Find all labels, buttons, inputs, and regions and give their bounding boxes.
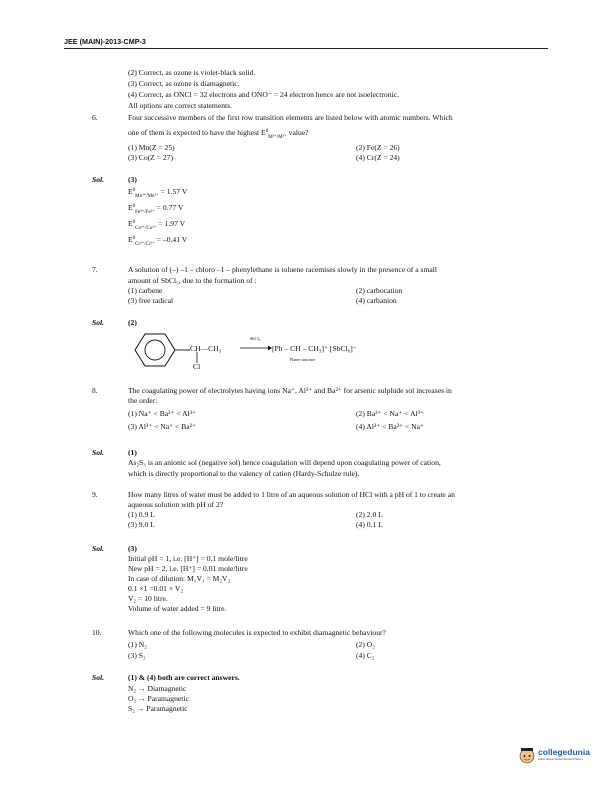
q9-step-5: V₂ = 10 litre. xyxy=(128,594,168,603)
q6-eval-4: $E^0_{Cr^{3+}/Cr^{2+}} = -0.41$ V xyxy=(128,235,188,247)
page-header: JEE (MAIN)-2013-CMP-3 xyxy=(64,37,146,46)
logo-tagline: India's largest Student Review Platform xyxy=(538,758,584,761)
q8-option-3: (3) Al³⁺ < Na⁺ < Ba²⁺ xyxy=(128,422,196,431)
q10-number: 10. xyxy=(92,628,102,637)
q7-option-4: (4) carbanion xyxy=(356,296,397,305)
q8-explanation-1: As₂S₃ is an anionic sol (negative sol) hence coagulation will depend upon coagulating power of cation, xyxy=(128,458,441,467)
mascot-icon xyxy=(518,746,536,764)
q7-product: [Ph – CH – CH₃]⁺ [SbCl₆]⁻ xyxy=(272,344,357,353)
q6-option-2: (2) Fe(Z = 26) xyxy=(356,143,400,152)
q9-option-1: (1) 0.9 L xyxy=(128,510,155,519)
logo-text: collegedunia xyxy=(538,747,590,757)
q7-option-2: (2) carbocation xyxy=(356,286,403,295)
q10-text-1: Which one of the following molecules is expected to exhibit diamagnetic behaviour? xyxy=(128,628,386,637)
prev-line-1: (2) Correct, as ozone is violet-black solid. xyxy=(128,68,256,77)
q10-answer: (1) & (4) both are correct answers. xyxy=(128,673,240,682)
q8-text-2: the order: xyxy=(128,396,158,405)
reaction-arrow-icon xyxy=(240,344,272,352)
q10-option-1: (1) N₂ xyxy=(128,640,147,649)
q7-option-1: (1) carbene xyxy=(128,286,163,295)
q9-number: 9. xyxy=(92,490,98,499)
q7-chain: CH—CH₃ xyxy=(190,344,222,353)
q7-number: 7. xyxy=(92,265,98,274)
q9-sol-label: Sol. xyxy=(92,544,105,553)
q8-sol-label: Sol. xyxy=(92,448,105,457)
q10-option-3: (3) S₂ xyxy=(128,651,146,660)
q6-text-2: one of them is expected to have the highest $E^0_{M^{3+}/M^{2+}}$ value? xyxy=(128,128,309,140)
q7-product-note: Planer structure xyxy=(290,357,316,362)
q9-text-2: aqueous solution with pH of 2? xyxy=(128,500,224,509)
q7-chloro: Cl xyxy=(193,362,201,371)
q6-option-4: (4) Cr(Z = 24) xyxy=(356,153,400,162)
q8-number: 8. xyxy=(92,386,98,395)
q7-answer: (2) xyxy=(128,318,137,327)
q6-eval-3: $E^0_{Co^{3+}/Co^{2+}} = 1.97$ V xyxy=(128,219,186,231)
q8-option-4: (4) Al³⁺ < Ba²⁺ < Na⁺ xyxy=(356,422,424,431)
q6-option-3: (3) Co(Z = 27) xyxy=(128,153,173,162)
q6-text-1: Four successive members of the first row transition elements are listed below with atomic numbers. Which xyxy=(128,113,453,122)
benzene-ring-icon xyxy=(132,328,192,378)
q10-sol-label: Sol. xyxy=(92,673,105,682)
q9-option-3: (3) 9.0 L xyxy=(128,520,155,529)
prev-line-4: All options are correct statements. xyxy=(128,101,232,110)
q9-step-2: New pH = 2, i.e. [H⁺] = 0.01 mole/litre xyxy=(128,564,248,573)
q10-step-3: S₂ → Paramagnetic xyxy=(128,704,188,713)
q6-answer: (3) xyxy=(128,175,137,184)
q6-eval-2: $E^0_{Fe^{3+}/Fe^{2+}} = 0.77$ V xyxy=(128,203,184,215)
q8-explanation-2: which is directly proportional to the valency of cation (Hardy-Schulze rule). xyxy=(128,469,360,478)
q8-answer: (1) xyxy=(128,448,137,457)
q6-sol-label: Sol. xyxy=(92,175,105,184)
q9-step-6: Volume of water added = 9 litre. xyxy=(128,604,227,613)
q9-step-3: In case of dilution: M₁V₁ = M₂V₂ xyxy=(128,574,231,583)
q7-option-3: (3) free radical xyxy=(128,296,174,305)
q7-text-2: amount of SbCl₅, due to the formation of : xyxy=(128,276,257,285)
q10-step-2: O₂ → Paramagnetic xyxy=(128,694,189,703)
q9-option-2: (2) 2.0 L xyxy=(356,510,383,519)
q6-number: 6. xyxy=(92,113,98,122)
q9-option-4: (4) 0.1 L xyxy=(356,520,383,529)
q9-step-4: 0.1 ×1 =0.01 × V₂ xyxy=(128,584,184,593)
prev-line-2: (3) Correct, as ozone is diamagnetic. xyxy=(128,79,240,88)
q9-text-1: How many litres of water must be added to 1 litre of an aqueous solution of HCl with a pH of 1 to create an xyxy=(128,490,455,499)
collegedunia-logo xyxy=(518,744,604,768)
q9-answer: (3) xyxy=(128,544,137,553)
q10-option-4: (4) C₂ xyxy=(356,651,375,660)
header-rule xyxy=(64,48,548,49)
q7-text-1: A solution of (–) –1 – chloro –1 – phenylethane is toluene racemises slowly in the presence of a small xyxy=(128,265,437,274)
q8-option-1: (1) Na⁺ < Ba²⁺ < Al³⁺ xyxy=(128,409,196,418)
q8-option-2: (2) Ba²⁺ < Na⁺ < Al³⁺ xyxy=(356,409,424,418)
q6-eval-1: $E^0_{Mn^{3+}/Mn^{2+}} = 1.57$ V xyxy=(128,187,188,199)
q8-text-1: The coagulating power of electrolytes having ions Na⁺, Al³⁺ and Ba²⁺ for arsenic sulphide sol increases in xyxy=(128,386,452,395)
q7-reagent: SbCl₅ xyxy=(249,336,261,341)
q9-step-1: Initial pH = 1, i.e. [H⁺] = 0.1 mole/litre xyxy=(128,554,248,563)
q6-option-1: (1) Mn(Z = 25) xyxy=(128,143,175,152)
prev-line-3: (4) Correct, as ONCl = 32 electrons and ONO⁻ = 24 electron hence are not isoelectronic. xyxy=(128,90,399,99)
q7-sol-label: Sol. xyxy=(92,318,105,327)
q10-option-2: (2) O₂ xyxy=(356,640,375,649)
q10-step-1: N₂ → Diamagnetic xyxy=(128,684,187,693)
